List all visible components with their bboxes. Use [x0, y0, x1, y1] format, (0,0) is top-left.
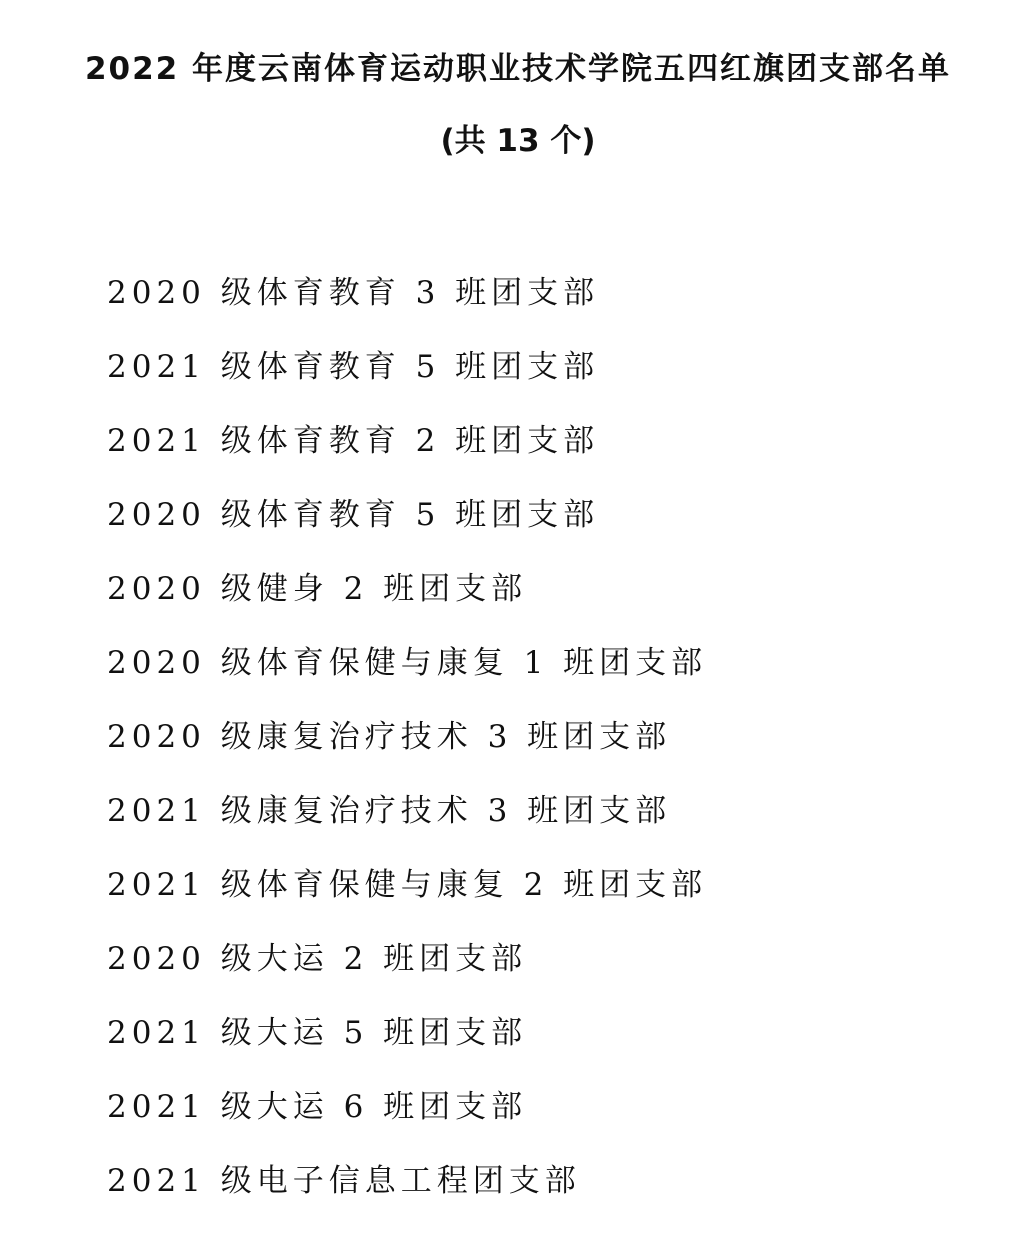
page-subtitle: (共 13 个)	[440, 123, 596, 159]
list-item: 2021 级大运 5 班团支部	[107, 1015, 528, 1051]
list-item: 2021 级体育教育 2 班团支部	[107, 423, 600, 459]
list-item: 2020 级体育保健与康复 1 班团支部	[107, 645, 708, 681]
list-item: 2020 级康复治疗技术 3 班团支部	[107, 719, 672, 755]
branch-list	[107, 268, 707, 1230]
list-item: 2020 级大运 2 班团支部	[107, 941, 528, 977]
list-item: 2021 级体育教育 5 班团支部	[107, 349, 600, 385]
list-item: 2020 级体育教育 5 班团支部	[107, 497, 600, 533]
list-item: 2021 级康复治疗技术 3 班团支部	[107, 793, 672, 829]
list-item: 2021 级电子信息工程团支部	[107, 1163, 581, 1199]
page-title: 2022 年度云南体育运动职业技术学院五四红旗团支部名单	[84, 51, 952, 87]
list-item: 2020 级健身 2 班团支部	[107, 571, 528, 607]
list-item: 2021 级大运 6 班团支部	[107, 1089, 528, 1125]
list-item: 2021 级体育保健与康复 2 班团支部	[107, 867, 708, 903]
list-item: 2020 级体育教育 3 班团支部	[107, 275, 600, 311]
